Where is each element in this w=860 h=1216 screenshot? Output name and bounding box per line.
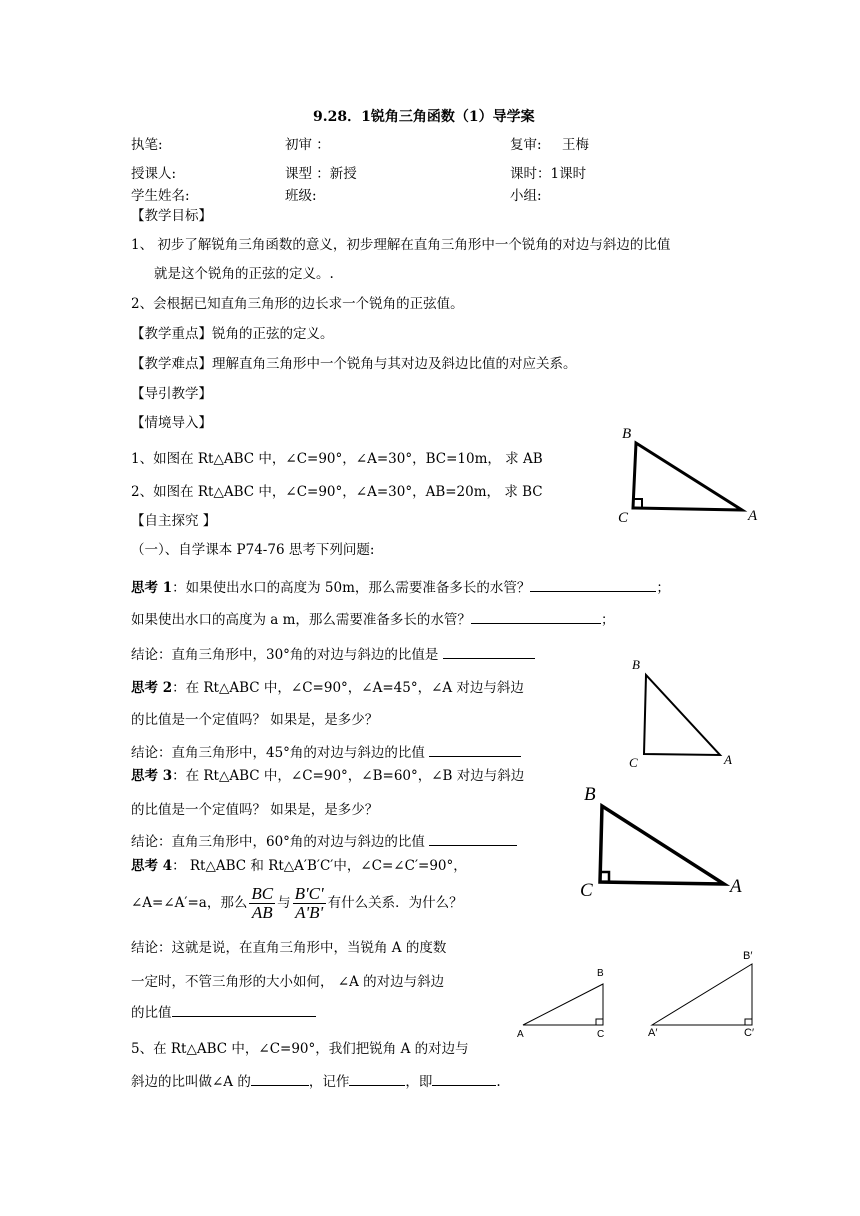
fraction-conjunction: 与: [277, 894, 291, 911]
difficulty-text: 理解直角三角形中一个锐角与其对边及斜边比值的对应关系。: [212, 356, 577, 372]
fig3-label-a: A: [730, 876, 742, 897]
answer-blank[interactable]: [429, 845, 517, 846]
think-3-line-1: [131, 768, 524, 784]
think-1-end: ；: [656, 580, 670, 596]
class-label: 班级:: [285, 188, 317, 204]
fig2-label-a: A: [724, 752, 732, 767]
review2-label: 复审:: [510, 137, 542, 153]
think-2-tag: 思考 2: [131, 680, 173, 696]
fig1-label-b: B: [622, 426, 632, 442]
group-label: 小组:: [510, 188, 542, 204]
item-5-d: .: [496, 1074, 501, 1090]
think-3-tag: 思考 3: [131, 768, 173, 784]
explore-heading: 【自主探究 】: [131, 513, 217, 529]
answer-blank[interactable]: [172, 1016, 316, 1017]
situation-heading: 【情境导入】: [131, 415, 212, 431]
key-point-tag: 【教学重点】: [131, 326, 212, 342]
answer-blank[interactable]: [251, 1085, 309, 1086]
goal-2: 2、会根据已知直角三角形的边长求一个锐角的正弦值。: [131, 296, 464, 312]
fig3-label-b: B: [584, 784, 596, 805]
fig2-label-b: B: [632, 657, 640, 672]
fraction-numerator: B'C': [294, 884, 324, 903]
conclusion-3-text: 结论：直角三角形中，60°角的对边与斜边的比值: [131, 834, 425, 850]
answer-blank[interactable]: [443, 658, 535, 659]
review1-label: 初审 ：: [285, 137, 330, 153]
fraction-numerator: BC: [251, 884, 274, 903]
fraction-denominator: A'B': [295, 902, 324, 922]
conclusion-4-line-1: 结论：这就是说，在直角三角形中，当锐角 A 的度数: [131, 940, 447, 956]
lesson-hours: 课时：1课时: [510, 166, 587, 182]
fig5-label-c: C′: [744, 1027, 755, 1039]
fraction-bc-ab-prime: [293, 885, 326, 922]
think-3-line-2: 的比值是一个定值吗？ 如果是，是多少？: [131, 802, 379, 818]
fig4-label-c: C: [597, 1029, 605, 1040]
goal-1-line-2: 就是这个锐角的正弦的定义。.: [154, 266, 334, 282]
item-5-line-1: 5、在 Rt△ABC 中，∠C=90°，我们把锐角 A 的对边与: [131, 1041, 469, 1057]
think-1b: [131, 612, 614, 628]
key-point-text: 锐角的正弦的定义。: [212, 326, 334, 342]
fig4-label-a: A: [517, 1029, 524, 1040]
answer-blank[interactable]: [530, 591, 656, 592]
explore-sub: （一）、自学课本 P74-76 思考下列问题:: [131, 542, 375, 558]
think-4-tag: 思考 4: [131, 858, 173, 874]
conclusion-4-line-3: [131, 1005, 316, 1021]
teacher-label: 授课人:: [131, 166, 177, 182]
fraction-bc-ab: [249, 885, 275, 922]
item-5-b: ，记作: [308, 1074, 350, 1090]
think-4-line-1: [131, 858, 467, 874]
think-2-line-2: 的比值是一个定值吗？ 如果是，是多少？: [131, 712, 379, 728]
conclusion-4-text: 的比值: [131, 1005, 172, 1021]
item-5-line-2: [131, 1074, 501, 1090]
fraction-denominator: AB: [251, 902, 273, 922]
guide-heading: 【导引教学】: [131, 386, 212, 402]
answer-blank[interactable]: [471, 623, 601, 624]
difficulty-tag: 【教学难点】: [131, 356, 212, 372]
think-4-pre: ∠A=∠A′=a，那么: [131, 894, 248, 911]
think-1-tag: 思考 1: [131, 580, 173, 596]
answer-blank[interactable]: [432, 1085, 496, 1086]
conclusion-1-text: 结论：直角三角形中，30°角的对边与斜边的比值是: [131, 647, 439, 663]
key-point: [131, 326, 334, 342]
fig1-label-a: A: [748, 508, 758, 524]
think-1-text: ：如果使出水口的高度为 50m，那么需要准备多长的水管？: [172, 580, 531, 596]
conclusion-2: [131, 745, 521, 761]
fig4-label-b: B: [597, 968, 604, 979]
answer-blank[interactable]: [349, 1085, 405, 1086]
item-5-a: 斜边的比叫做∠A 的: [131, 1074, 251, 1090]
think-3-text: ：在 Rt△ABC 中，∠C=90°，∠B=60°，∠B 对边与斜边: [172, 768, 525, 784]
goals-heading: 【教学目标】: [131, 208, 212, 224]
difficulty: [131, 356, 577, 372]
intro-question-1: 1、如图在 Rt△ABC 中，∠C=90°，∠A=30°，BC=10m， 求 AB: [131, 451, 543, 467]
author-label: 执笔:: [131, 137, 163, 153]
item-5-c: ，即: [405, 1074, 433, 1090]
fig1-label-c: C: [618, 510, 629, 526]
think-4-post: 有什么关系．为什么？: [327, 894, 463, 911]
think-1b-text: 如果使出水口的高度为 a m，那么需要准备多长的水管？: [131, 612, 471, 628]
think-4-line-2: [131, 885, 463, 922]
fig2-label-c: C: [629, 755, 638, 770]
goal-1-line-1: 1、 初步了解锐角三角函数的意义，初步理解在直角三角形中一个锐角的对边与斜边的比值: [131, 237, 671, 253]
conclusion-3: [131, 834, 517, 850]
conclusion-1: [131, 647, 535, 663]
think-2-text: ：在 Rt△ABC 中，∠C=90°，∠A=45°，∠A 对边与斜边: [172, 680, 524, 696]
page-title: 9.28．1锐角三角函数（1）导学案: [313, 109, 535, 125]
fig5-label-a: A′: [648, 1027, 658, 1039]
think-4-text: ： Rt△ABC 和 Rt△A′B′C′中，∠C=∠C′=90°，: [172, 858, 467, 874]
intro-question-2: 2、如图在 Rt△ABC 中，∠C=90°，∠A=30°，AB=20m， 求 BC: [131, 484, 543, 500]
think-2-line-1: [131, 680, 524, 696]
conclusion-4-line-2: 一定时，不管三角形的大小如何， ∠A 的对边与斜边: [131, 974, 445, 990]
fig5-label-b: B′: [743, 950, 753, 962]
review2-name: 王梅: [562, 137, 589, 153]
think-1: [131, 580, 670, 596]
student-name-label: 学生姓名:: [131, 188, 190, 204]
answer-blank[interactable]: [429, 756, 521, 757]
lesson-type: 课型 ：新授: [285, 166, 357, 182]
think-1b-end: ；: [600, 612, 615, 628]
fig3-label-c: C: [580, 880, 593, 901]
conclusion-2-text: 结论：直角三角形中，45°角的对边与斜边的比值: [131, 745, 425, 761]
